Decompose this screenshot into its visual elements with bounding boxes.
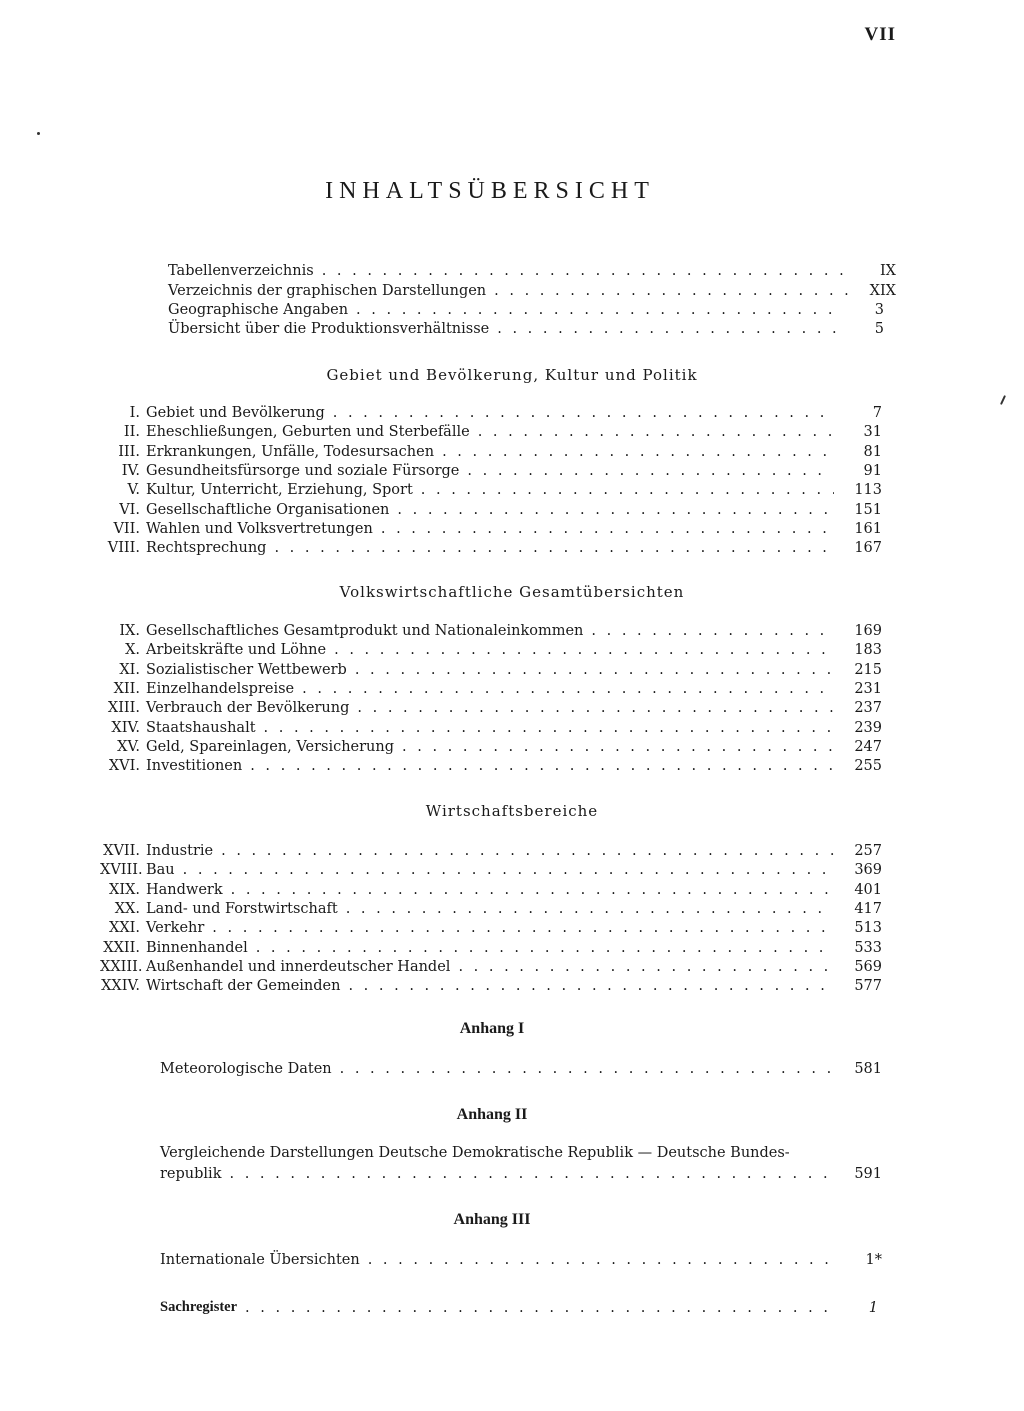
leader-dots	[246, 758, 834, 774]
toc-entry[interactable]	[100, 421, 882, 440]
chapter-number: VII.	[113, 520, 140, 537]
toc-entry[interactable]	[100, 717, 882, 736]
page-ref: 533	[854, 939, 882, 956]
page-ref: 255	[854, 758, 882, 775]
chapter-title: Gesellschaftliche Organisationen	[146, 501, 390, 518]
speck	[37, 132, 40, 135]
chapter-title: Eheschließungen, Geburten und Sterbefälle	[146, 424, 470, 441]
leader-dots	[351, 662, 834, 678]
toc-entry[interactable]	[100, 898, 882, 917]
chapter-number: XXIV.	[101, 978, 140, 995]
chapter-title: Wahlen und Volksvertretungen	[146, 520, 373, 537]
chapter-number: XIV.	[111, 719, 140, 736]
page-ref: 257	[854, 843, 882, 859]
leader-dots	[587, 623, 834, 639]
leader-dots	[227, 882, 834, 898]
leader-dots	[344, 978, 834, 994]
page-ref: 237	[854, 700, 882, 717]
page-ref: 417	[854, 900, 882, 917]
page-ref: 81	[863, 443, 882, 460]
leader-dots	[270, 540, 834, 556]
toc-entry[interactable]: republik . . . 591	[160, 1163, 882, 1182]
leader-dots	[463, 463, 834, 479]
page-ref: 231	[854, 680, 882, 697]
toc-entry[interactable]	[100, 840, 882, 859]
leader-dots	[454, 959, 834, 975]
toc-entry[interactable]	[100, 879, 882, 898]
chapter-number: XIII.	[107, 700, 140, 717]
leader-dots	[438, 444, 834, 460]
chapter-title: Gesellschaftliches Gesamtprodukt und Nationaleinkommen	[146, 623, 584, 639]
page-number: VII	[864, 24, 896, 45]
chapter-title: Bau	[146, 862, 175, 879]
chapter-number: XV.	[117, 738, 140, 755]
chapter-title: Verbrauch der Bevölkerung	[146, 700, 350, 717]
chapter-title: Kultur, Unterricht, Erziehung, Sport	[146, 482, 413, 499]
toc-entry[interactable]	[100, 975, 882, 994]
leader-dots	[398, 739, 834, 755]
chapter-title: Binnenhandel	[146, 939, 248, 956]
section-heading: Gebiet und Bevölkerung, Kultur und Politik	[326, 366, 698, 384]
page-ref: 577	[854, 978, 882, 995]
chapter-number: XVII.	[103, 843, 140, 859]
section-heading: Wirtschaftsbereiche	[425, 802, 599, 820]
toc-entry[interactable]: Geographische Angaben . . . 3	[168, 299, 884, 318]
chapter-title: Handwerk	[146, 881, 223, 898]
appendix-heading: Anhang I	[459, 1020, 525, 1037]
chapter-number: XXIII.	[100, 958, 143, 975]
leader-dots	[353, 700, 834, 716]
chapter-title: Investitionen	[146, 758, 243, 775]
leader-dots	[342, 901, 834, 917]
leader-dots	[217, 843, 834, 859]
chapter-number: VI.	[119, 501, 140, 518]
chapter-title: Verkehr	[146, 920, 205, 937]
chapter-title: Sozialistischer Wettbewerb	[146, 661, 347, 678]
toc-entry[interactable]: Internationale Übersichten . . . 1*	[160, 1249, 882, 1268]
toc-entry[interactable]	[100, 537, 882, 556]
chapter-number: V.	[127, 482, 140, 499]
page-ref: 151	[854, 501, 882, 518]
leader-dots	[298, 681, 834, 697]
toc-entry[interactable]	[100, 460, 882, 479]
page-ref: 569	[854, 958, 882, 975]
chapter-title: Rechtsprechung	[146, 540, 267, 557]
chapter-number: IX.	[119, 623, 140, 639]
leader-dots	[330, 642, 834, 658]
toc-entry-line1[interactable]: Vergleichende Darstellungen Deutsche Demokratische Republik — Deutsche Bundes-	[160, 1145, 790, 1161]
chapter-title: Gesundheitsfürsorge und soziale Fürsorge	[146, 462, 460, 479]
toc-entry[interactable]	[100, 736, 882, 755]
page-ref: 91	[863, 462, 882, 479]
leader-dots	[474, 424, 834, 440]
toc-entry[interactable]: Übersicht über die Produktionsverhältnisse . . . 5	[168, 318, 884, 337]
toc-entry[interactable]: Meteorologische Daten . . . 581	[160, 1058, 882, 1077]
chapter-title: Außenhandel und innerdeutscher Handel	[146, 958, 451, 975]
chapter-number: XX.	[114, 900, 140, 917]
chapter-number: XIX.	[109, 881, 140, 898]
toc-entry[interactable]: Verzeichnis der graphischen Darstellungen . . . XIX	[168, 280, 896, 299]
chapter-number: XXI.	[109, 920, 140, 937]
toc-entry[interactable]	[100, 956, 882, 975]
page-ref: 169	[854, 623, 882, 639]
chapter-title: Einzelhandelspreise	[146, 680, 295, 697]
toc-entry[interactable]	[100, 620, 882, 639]
leader-dots	[393, 502, 834, 518]
page-ref: 167	[854, 540, 882, 557]
leader-dots	[179, 862, 834, 878]
toc-entry[interactable]	[100, 937, 882, 956]
chapter-title: Industrie	[146, 843, 214, 859]
toc-entry[interactable]	[100, 441, 882, 460]
toc-entry[interactable]	[100, 639, 882, 658]
page-ref: 369	[854, 862, 882, 879]
page-ref: 113	[854, 482, 882, 499]
appendix-heading: Anhang III	[453, 1211, 531, 1228]
toc-entry[interactable]	[100, 479, 882, 498]
toc-entry[interactable]	[100, 697, 882, 716]
speck	[1000, 395, 1006, 405]
chapter-title: Arbeitskräfte und Löhne	[146, 642, 327, 659]
toc-entry[interactable]	[100, 917, 882, 936]
chapter-title: Gebiet und Bevölkerung	[146, 405, 325, 421]
chapter-number: XXII.	[103, 939, 140, 956]
chapter-number: XVIII.	[100, 862, 143, 879]
toc-entry[interactable]	[100, 859, 882, 878]
page-ref: 401	[854, 881, 882, 898]
page-ref: 7	[872, 405, 882, 421]
toc-entry[interactable]	[100, 678, 882, 697]
section-heading: Volkswirtschaftliche Gesamtübersichten	[339, 583, 685, 601]
chapter-number: IV.	[121, 462, 140, 479]
leader-dots	[329, 405, 834, 421]
toc-entry[interactable]: Tabellenverzeichnis . . . IX	[168, 260, 896, 279]
page-ref: 247	[854, 738, 882, 755]
chapter-title: Wirtschaft der Gemeinden	[146, 978, 341, 995]
page-title: INHALTSÜBERSICHT	[325, 178, 655, 204]
toc-entry[interactable]: Sachregister . . . 1	[160, 1297, 878, 1316]
leader-dots	[208, 920, 834, 936]
page-ref: 31	[863, 424, 882, 441]
chapter-number: XVI.	[108, 758, 140, 775]
chapter-title: Land- und Forstwirtschaft	[146, 900, 338, 917]
chapter-title: Erkrankungen, Unfälle, Todesursachen	[146, 443, 435, 460]
page-ref: 183	[854, 642, 882, 659]
chapter-number: III.	[118, 443, 140, 460]
chapter-number: I.	[129, 405, 140, 421]
toc-entry[interactable]	[100, 518, 882, 537]
page-ref: 161	[854, 520, 882, 537]
appendix-heading: Anhang II	[456, 1106, 528, 1123]
toc-entry[interactable]	[100, 659, 882, 678]
toc-entry[interactable]	[100, 499, 882, 518]
leader-dots	[377, 521, 834, 537]
leader-dots	[252, 940, 834, 956]
page-ref: 215	[854, 661, 882, 678]
leader-dots	[417, 482, 834, 498]
chapter-number: X.	[125, 642, 140, 659]
chapter-title: Geld, Spareinlagen, Versicherung	[146, 738, 395, 755]
chapter-title: Staatshaushalt	[146, 719, 256, 736]
toc-entry[interactable]	[100, 755, 882, 774]
chapter-number: XI.	[119, 661, 140, 678]
chapter-number: II.	[123, 424, 140, 441]
chapter-number: XII.	[113, 680, 140, 697]
toc-entry[interactable]	[100, 402, 882, 421]
leader-dots	[260, 720, 834, 736]
page-ref: 239	[854, 719, 882, 736]
page-ref: 513	[854, 920, 882, 937]
chapter-number: VIII.	[107, 540, 140, 557]
